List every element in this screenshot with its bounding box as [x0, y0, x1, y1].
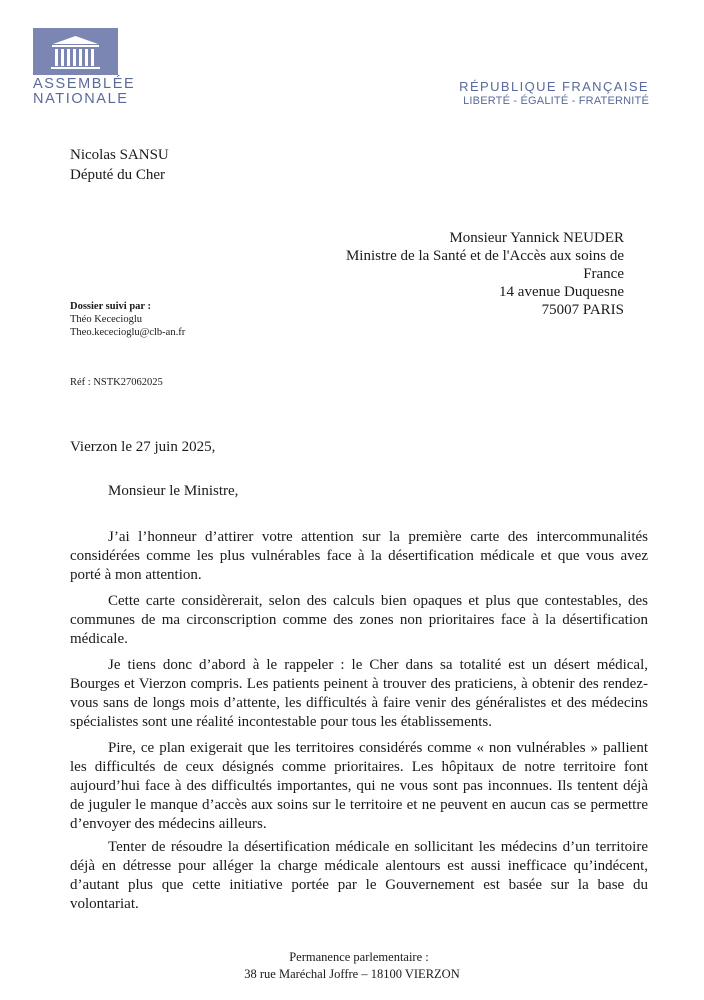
body-paragraph-1: J’ai l’honneur d’attirer votre attention sur la première carte des intercommunalités considérées comme les plus vulnérables face à la désertification médicale et que vous avez porté à mon attention. [70, 529, 648, 583]
body-paragraph-5: Tenter de résoudre la désertification médicale en sollicitant les médecins d’un territoire déjà en détresse pour alléger la charge médicale alentours est aussi inefficace qu’indécent, d’autant plus que cette initiative portée par le Gouvernement est basée sur la base du volontariat. [70, 839, 648, 912]
dossier-label: Dossier suivi par : [70, 301, 151, 312]
body-paragraph-2: Cette carte considèrerait, selon des calculs bien opaques et plus que contestables, des communes de ma circonscription comme des zones non prioritaires face à la désertification médicale. [70, 593, 648, 647]
republic-motto: LIBERTÉ - ÉGALITÉ - FRATERNITÉ [463, 95, 649, 107]
assembly-name-line1: ASSEMBLÉE [33, 76, 136, 92]
footer [0, 949, 704, 983]
body-paragraph-3: Je tiens donc d’abord à le rappeler : le Cher dans sa totalité est un désert médical, Bourges et Vierzon compris. Les patients peinent à trouver des praticiens, à obtenir des rendez-vous sans de longs mois d’attente, les difficultés à faire venir des généralistes et des médecins spécialistes sont une réalité incontestable pour tous les établissements. [70, 657, 648, 730]
dossier-contact-name: Théo Kececioglu [70, 314, 143, 325]
footer-line-1: Permanence parlementaire : [289, 950, 429, 964]
dossier-contact-email: Theo.kececioglu@clb-an.fr [70, 327, 186, 338]
recipient-title: Ministre de la Santé et de l'Accès aux soins de France [345, 248, 624, 282]
recipient-block [304, 229, 624, 319]
sender-block [70, 145, 169, 185]
sender-name: Nicolas SANSU [70, 147, 169, 163]
assemblee-nationale-building-icon [33, 28, 118, 75]
assembly-name-line2: NATIONALE [33, 91, 129, 107]
body-paragraph-4: Pire, ce plan exigerait que les territoires considérés comme « non vulnérables » pallient les difficultés de ceux désignés comme prioritaires. Les hôpitaux de notre territoire font aujourd’hui face à des difficultés importantes, qui ne vous sont pas inconnues. Ils tentent déjà de juguler le manque d’accès aux soins sur le territoire et ne peuvent en aucun cas se permettre d’envoyer des médecins ailleurs. [70, 740, 648, 832]
republic-heading: RÉPUBLIQUE FRANÇAISE [459, 79, 649, 94]
footer-line-2: 38 rue Maréchal Joffre – 18100 VIERZON [244, 967, 460, 981]
assemblee-nationale-logo [33, 28, 118, 75]
date-line: Vierzon le 27 juin 2025, [70, 439, 216, 455]
recipient-street: 14 avenue Duquesne [499, 284, 624, 300]
salutation: Monsieur le Ministre, [108, 483, 239, 499]
dossier-block [70, 300, 185, 339]
recipient-name: Monsieur Yannick NEUDER [449, 230, 624, 246]
recipient-city: 75007 PARIS [541, 302, 624, 318]
reference: Réf : NSTK27062025 [70, 377, 163, 388]
sender-title: Député du Cher [70, 167, 165, 183]
